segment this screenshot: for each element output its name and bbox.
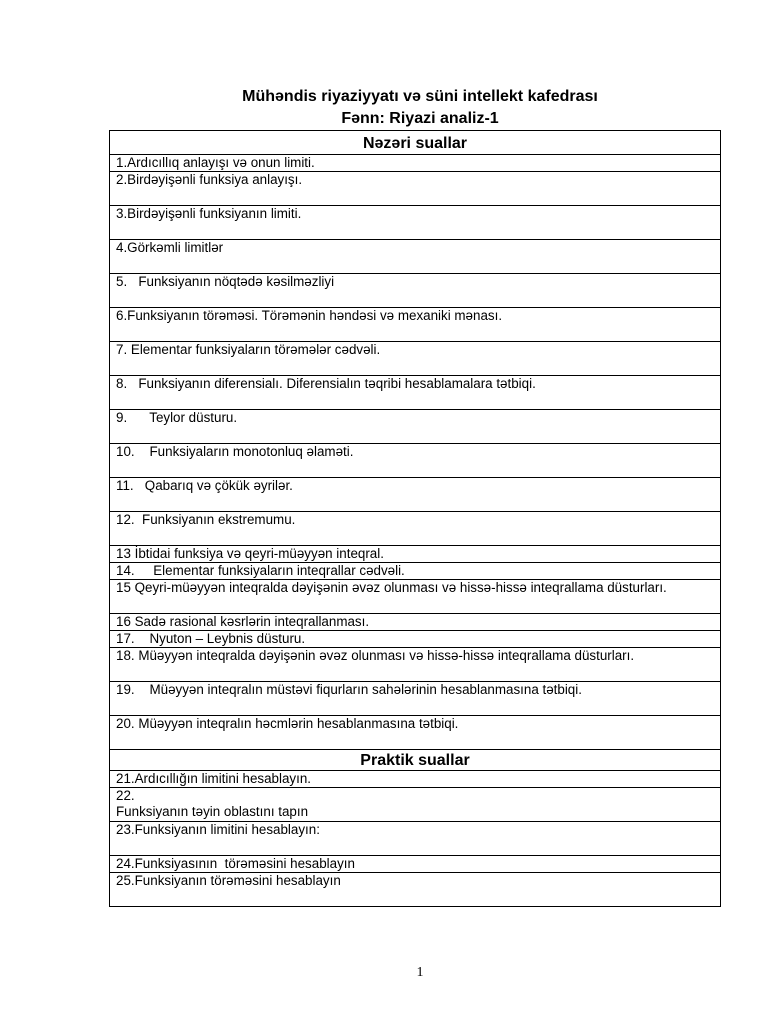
questions-table — [109, 130, 721, 907]
question-cell — [110, 856, 721, 873]
question-row — [110, 614, 721, 631]
question-text: 6.Funksiyanın törəməsi. Törəmənin həndəsi və mexaniki mənası. — [110, 308, 721, 342]
question-text: 10. Funksiyaların monotonluq əlaməti. — [110, 444, 721, 478]
question-cell — [110, 822, 721, 856]
question-row — [110, 444, 721, 478]
question-text: 14. Elementar funksiyaların inteqrallar cədvəli. — [110, 563, 721, 580]
question-text: 8. Funksiyanın diferensialı. Diferensialın təqribi hesablamalara tətbiqi. — [110, 376, 721, 410]
question-row — [110, 788, 721, 822]
page-number: 1 — [416, 965, 424, 980]
question-text: 21.Ardıcıllığın limitini hesablayın. — [116, 771, 312, 786]
question-text: 15 Qeyri-müəyyən inteqralda dəyişənin əvəz olunması və hissə-hissə inteqrallama düsturları. — [110, 580, 721, 614]
question-row — [110, 274, 721, 308]
practice-section-title: Praktik suallar — [110, 750, 721, 771]
question-row — [110, 563, 721, 580]
question-text: 11. Qabarıq və çökük əyrilər. — [110, 478, 721, 512]
question-text: 16 Sadə rasional kəsrlərin inteqrallanması. — [110, 614, 721, 631]
question-text: Funksiyanın təyin oblastını tapın — [116, 804, 309, 819]
question-text: 9. Teylor düsturu. — [110, 410, 721, 444]
department-title: Mühəndis riyaziyyatı və süni intellekt kafedrası — [242, 88, 598, 105]
question-text: 18. Müəyyən inteqralda dəyişənin əvəz olunması və hissə-hissə inteqrallama düsturları. — [110, 648, 721, 682]
question-text: 22. — [116, 788, 135, 803]
question-cell — [110, 771, 721, 788]
question-row — [110, 240, 721, 274]
question-text: 2.Birdəyişənli funksiya anlayışı. — [110, 172, 721, 206]
question-text: 24.Funksiyasının törəməsini hesablayın — [116, 856, 355, 871]
question-text: 25.Funksiyanın törəməsini hesablayın — [116, 873, 341, 888]
question-row — [110, 512, 721, 546]
question-row — [110, 410, 721, 444]
question-row — [110, 376, 721, 410]
question-text: 7. Elementar funksiyaların törəmələr cədvəli. — [110, 342, 721, 376]
question-row — [110, 546, 721, 563]
question-row — [110, 342, 721, 376]
question-text: 12. Funksiyanın ekstremumu. — [110, 512, 721, 546]
question-row — [110, 580, 721, 614]
question-text: 1.Ardıcıllıq anlayışı və onun limiti. — [110, 155, 721, 172]
question-row — [110, 856, 721, 873]
question-row — [110, 822, 721, 856]
question-cell — [110, 788, 721, 822]
question-row — [110, 873, 721, 907]
question-text: 17. Nyuton – Leybnis düsturu. — [110, 631, 721, 648]
question-text: 13 İbtidai funksiya və qeyri-müəyyən inteqral. — [110, 546, 721, 563]
question-row — [110, 771, 721, 788]
question-row — [110, 155, 721, 172]
question-row — [110, 648, 721, 682]
question-text: 20. Müəyyən inteqralın həcmlərin hesablanmasına tətbiqi. — [110, 716, 721, 750]
theory-section-title: Nəzəri suallar — [110, 131, 721, 155]
question-text: 19. Müəyyən inteqralın müstəvi fiqurların sahələrinin hesablanmasına tətbiqi. — [110, 682, 721, 716]
question-row — [110, 682, 721, 716]
theory-section-row — [110, 131, 721, 155]
subject-title: Fənn: Riyazi analiz-1 — [341, 110, 499, 127]
question-cell — [110, 873, 721, 907]
question-row — [110, 206, 721, 240]
question-row — [110, 716, 721, 750]
question-row — [110, 308, 721, 342]
question-row — [110, 478, 721, 512]
question-text: 23.Funksiyanın limitini hesablayın: — [116, 822, 320, 837]
question-text: 3.Birdəyişənli funksiyanın limiti. — [110, 206, 721, 240]
question-text: 4.Görkəmli limitlər — [110, 240, 721, 274]
question-text: 5. Funksiyanın nöqtədə kəsilməzliyi — [110, 274, 721, 308]
practice-section-row — [110, 750, 721, 771]
question-row — [110, 172, 721, 206]
question-row — [110, 631, 721, 648]
